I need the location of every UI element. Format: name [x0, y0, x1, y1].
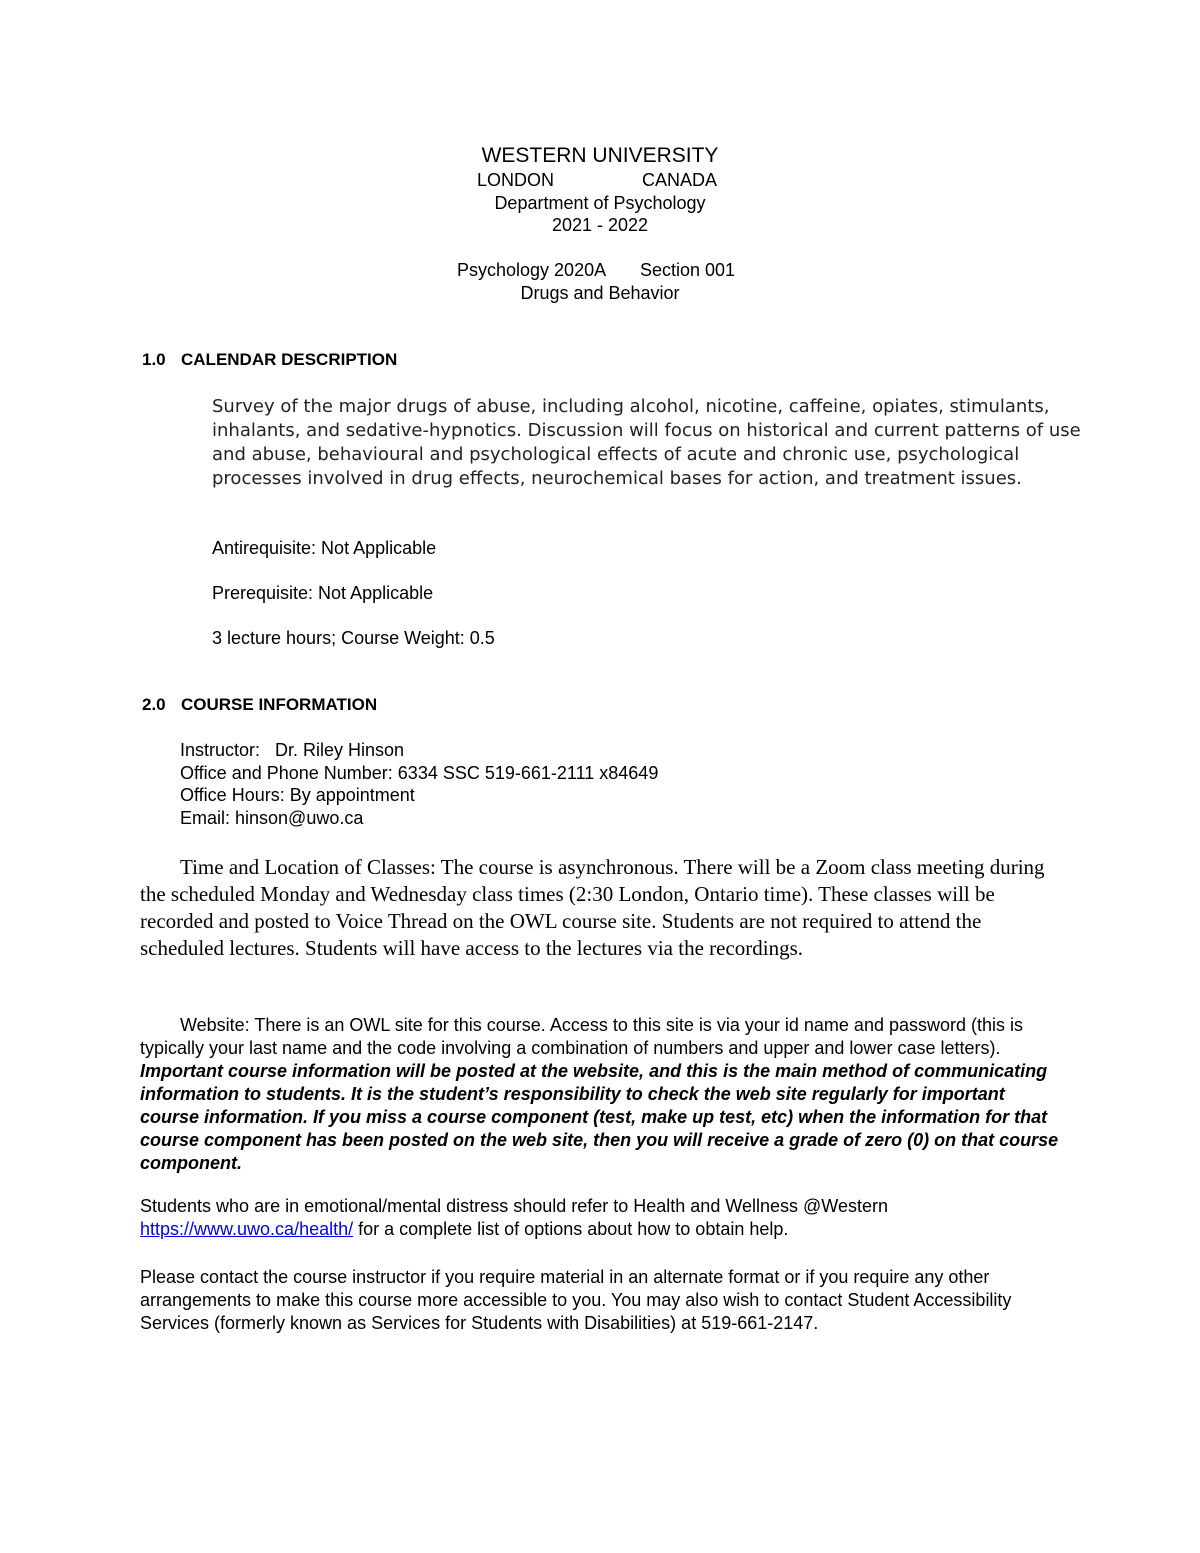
academic-year: 2021 - 2022: [551, 215, 649, 235]
health-link[interactable]: https://www.uwo.ca/health/: [140, 1219, 354, 1239]
department-label: Department of Psychology: [494, 193, 706, 213]
prerequisite: Prerequisite: Not Applicable: [212, 583, 434, 603]
section-2-number: 2.0: [142, 695, 166, 714]
office-phone: Office and Phone Number: 6334 SSC 519-661-2111 x84649: [180, 763, 659, 783]
section-1-number: 1.0: [142, 350, 166, 369]
distress-paragraph: [140, 1195, 1040, 1241]
accessibility-paragraph: Please contact the course instructor if you require material in an alternate format or if you require any other arrangements to make this course more accessible to you. You may also wish to contact Student Accessibility Services (formerly known as Services for Students with Disabilities) at 519-661-2147.: [140, 1267, 1012, 1333]
office-hours: Office Hours: By appointment: [180, 785, 415, 805]
city-label: LONDON: [477, 170, 555, 190]
instructor: Instructor: Dr. Riley Hinson: [180, 740, 405, 760]
time-location-text: Time and Location of Classes: The course is asynchronous. There will be a Zoom class meeting during the scheduled Monday and Wednesday class times (2:30 London, Ontario time). These classes will be recorded and posted to Voice Thread on the OWL course site. Students are not required to attend the scheduled lectures. Students will have access to the lectures via the recordings.: [140, 855, 1045, 960]
antirequisite: Antirequisite: Not Applicable: [212, 538, 437, 558]
calendar-description: Survey of the major drugs of abuse, including alcohol, nicotine, caffeine, opiates, stimulants, inhalants, and sedative-hypnotics. Discussion will focus on historical and current patterns of use and abuse, behavioural and psychological effects of acute and chronic use, psychological processes involved in drug effects, neurochemical bases for action, and treatment issues.: [212, 396, 1081, 489]
email: Email: hinson@uwo.ca: [180, 808, 364, 828]
section-1-heading: CALENDAR DESCRIPTION: [181, 350, 398, 369]
university-title: WESTERN UNIVERSITY: [481, 144, 719, 167]
course-section: Section 001: [640, 260, 736, 280]
section-2-heading: COURSE INFORMATION: [181, 695, 378, 714]
distress-text: Students who are in emotional/mental distress should refer to Health and Wellness @Western: [140, 1196, 888, 1216]
website-text: Website: There is an OWL site for this course. Access to this site is via your id name and password (this is typically your last name and the code involving a combination of numbers and upper and lower case letters).: [140, 1015, 1024, 1058]
course-title: Drugs and Behavior: [520, 283, 680, 303]
course-code: Psychology 2020A: [457, 260, 607, 280]
website-important-text: Important course information will be posted at the website, and this is the main method of communicating information to students. It is the student’s responsibility to check the web site regularly for important course information. If you miss a course component (test, make up test, etc) when the information for that course component has been posted on the web site, then you will receive a grade of zero (0) on that course component.: [140, 1061, 1059, 1173]
lecture-hours: 3 lecture hours; Course Weight: 0.5: [212, 628, 495, 648]
country-label: CANADA: [642, 170, 718, 190]
time-location-paragraph: [140, 854, 1070, 962]
distress-text-end: for a complete list of options about how to obtain help.: [353, 1219, 789, 1239]
website-paragraph: [140, 1014, 1060, 1175]
